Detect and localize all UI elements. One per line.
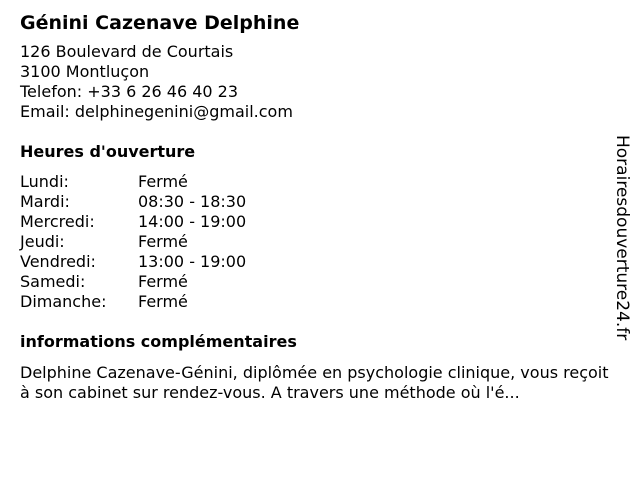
info-title: informations complémentaires [20,332,297,351]
hours-row-wednesday [20,212,615,232]
hours-row-sunday [20,292,615,312]
time-value: 08:30 - 18:30 [138,192,247,211]
info-description: Delphine Cazenave-Génini, diplômée en psychologie clinique, vous reçoit à son cabinet sur rendez-vous. A travers une méthode où l'é... [20,363,609,402]
phone-line[interactable]: Telefon: +33 6 26 46 40 23 [20,82,239,101]
day-label: Samedi: [20,272,86,291]
time-value: Fermé [138,232,188,251]
contact-block [20,42,615,122]
hours-row-thursday [20,232,615,252]
site-watermark: Horairesdouverture24.fr [612,135,632,341]
time-value: Fermé [138,172,188,191]
email-line[interactable]: Email: delphinegenini@gmail.com [20,102,293,121]
hours-row-tuesday [20,192,615,212]
time-value: 14:00 - 19:00 [138,212,247,231]
time-value: 13:00 - 19:00 [138,252,247,271]
address-street: 126 Boulevard de Courtais [20,42,234,61]
day-label: Dimanche: [20,292,107,311]
hours-row-saturday [20,272,615,292]
address-city: 3100 Montluçon [20,62,150,81]
day-label: Mercredi: [20,212,95,231]
hours-table [20,172,615,312]
hours-row-monday [20,172,615,192]
business-name: Génini Cazenave Delphine [20,12,300,34]
day-label: Vendredi: [20,252,96,271]
hours-title: Heures d'ouverture [20,142,196,161]
day-label: Mardi: [20,192,70,211]
time-value: Fermé [138,272,188,291]
hours-row-friday [20,252,615,272]
business-card [20,10,615,403]
time-value: Fermé [138,292,188,311]
day-label: Lundi: [20,172,69,191]
day-label: Jeudi: [20,232,65,251]
